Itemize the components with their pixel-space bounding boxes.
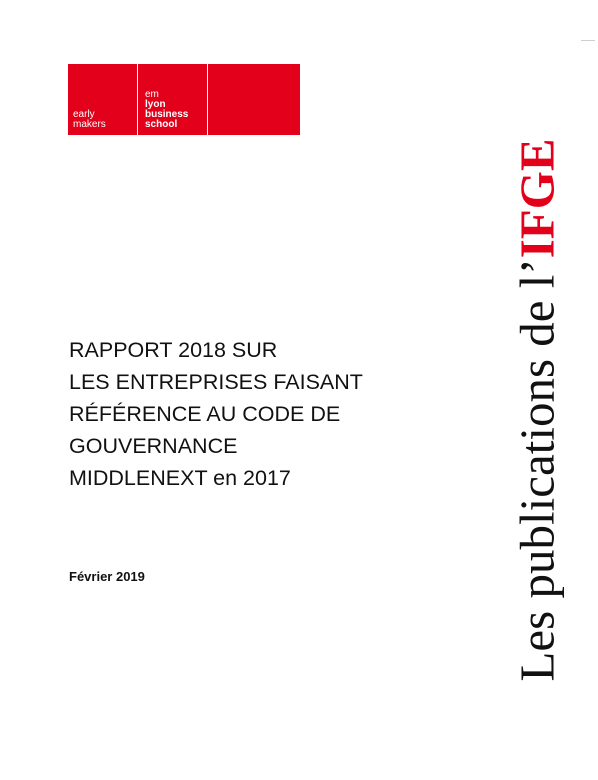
report-title-line: RÉFÉRENCE AU CODE DE [69,402,341,426]
report-title-line: RAPPORT 2018 SUR [69,338,278,362]
report-title-line: MIDDLENEXT en 2017 [69,466,291,490]
em-lyon-text [145,90,188,130]
logo-block [68,64,300,135]
em-lyon-line: em [145,89,159,100]
early-makers-logo [68,64,138,135]
series-title-vertical [509,138,565,682]
em-lyon-line: business [145,109,189,120]
logo-blank-panel [208,64,300,135]
series-title-brand: IFGE [509,138,565,259]
em-lyon-line: lyon [145,99,166,110]
corner-mark [581,40,595,41]
em-lyon-line: school [145,119,178,130]
early-makers-text [73,110,106,130]
early-makers-line: early [73,109,95,120]
early-makers-line: makers [73,119,106,130]
report-date: Février 2019 [69,569,145,584]
report-title [69,334,489,494]
series-title-prefix: Les publications de l’ [509,258,565,682]
report-title-line: GOUVERNANCE [69,434,238,458]
report-title-line: LES ENTREPRISES FAISANT [69,370,363,394]
em-lyon-logo [138,64,208,135]
